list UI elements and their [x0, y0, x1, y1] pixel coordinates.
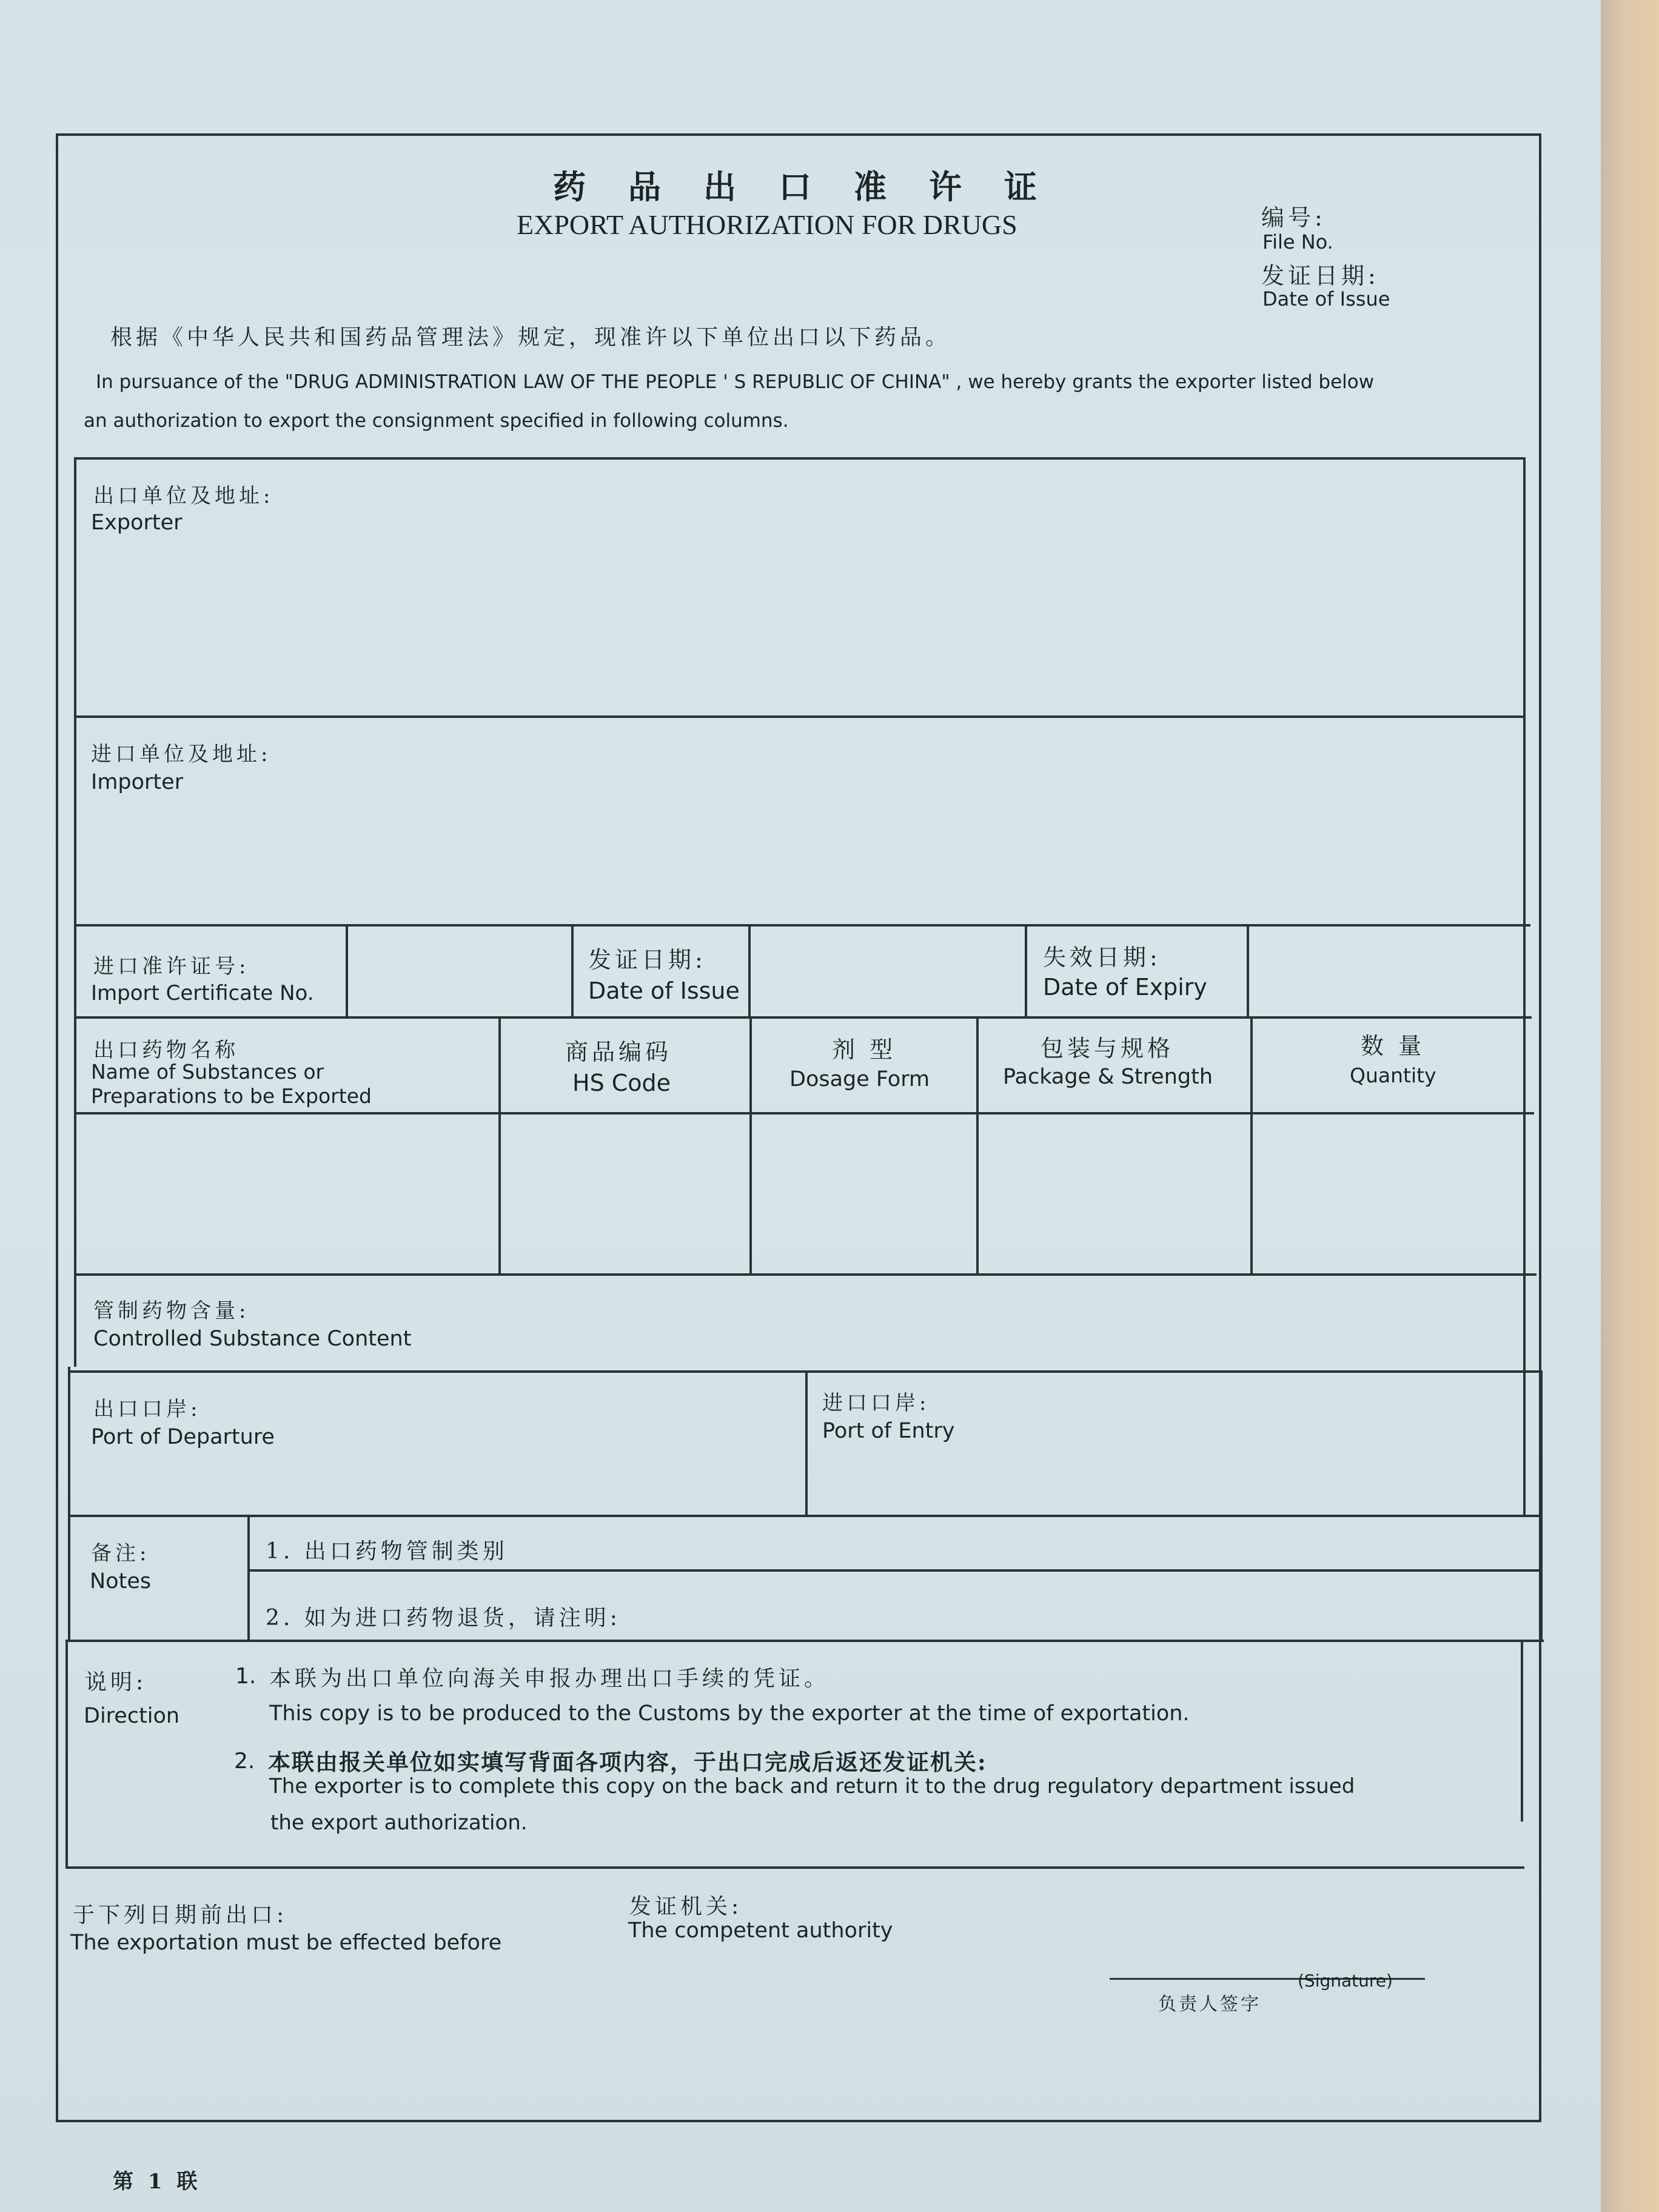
direction-item1-number: 1.	[235, 1664, 256, 1689]
notes-label-en: Notes	[90, 1569, 152, 1594]
grid-line	[74, 1112, 1534, 1114]
package-strength-field[interactable]	[981, 1117, 1247, 1270]
dosage-label-en: Dosage Form	[789, 1067, 930, 1091]
departure-label-en: Port of Departure	[91, 1425, 275, 1449]
preamble-english-line1: In pursuance of the "DRUG ADMINISTRATION LAW OF THE PEOPLE ' S REPUBLIC OF CHINA" , we hereby grants the exporter listed below	[96, 371, 1375, 393]
preamble-english-line2: an authorization to export the consignment specified in following columns.	[84, 410, 789, 432]
direction-item2-en-line2: the export authorization.	[270, 1811, 528, 1835]
direction-item1-zh: 本联为出口单位向海关申报办理出口手续的凭证。	[269, 1666, 830, 1691]
issue-date-label-en: Date of Issue	[1262, 287, 1390, 310]
preamble-chinese: 根据《中华人民共和国药品管理法》规定，现准许以下单位出口以下药品。	[110, 325, 951, 350]
exporter-label-en: Exporter	[91, 511, 183, 535]
notes-label-zh: 备注:	[91, 1541, 150, 1566]
substance-label-en-line2: Preparations to be Exported	[91, 1084, 372, 1108]
note-item-1: 1. 出口药物管制类别	[266, 1539, 508, 1564]
grid-line	[65, 1866, 1524, 1869]
exporter-label-zh: 出口单位及地址:	[93, 484, 274, 508]
departure-label-zh: 出口口岸:	[93, 1397, 201, 1421]
direction-item2-number: 2.	[234, 1749, 255, 1774]
importer-field[interactable]	[79, 803, 1516, 918]
grid-line	[65, 1640, 68, 1868]
controlled-label-zh: 管制药物含量:	[93, 1299, 250, 1323]
grid-line	[1025, 925, 1027, 1017]
import-cert-field[interactable]	[350, 929, 568, 1013]
date-expiry-field[interactable]	[1252, 929, 1520, 1013]
authority-label-en: The competent authority	[628, 1919, 893, 1943]
form-title-english: EXPORT AUTHORIZATION FOR DRUGS	[517, 209, 1017, 240]
importer-label-en: Importer	[91, 770, 184, 794]
date-expiry-label-en: Date of Expiry	[1043, 974, 1207, 1000]
direction-label-zh: 说明:	[85, 1670, 147, 1695]
import-cert-label-zh: 进口准许证号:	[93, 954, 250, 979]
date-expiry-label-zh: 失效日期:	[1043, 944, 1161, 971]
quantity-field[interactable]	[1255, 1117, 1520, 1270]
grid-line	[805, 1370, 808, 1516]
import-cert-label-en: Import Certificate No.	[91, 981, 314, 1005]
entry-label-zh: 进口口岸:	[822, 1391, 930, 1415]
grid-line	[247, 1515, 250, 1640]
issue-date-label-zh: 发证日期:	[1261, 263, 1379, 289]
grid-line	[74, 457, 76, 1367]
direction-item1-en: This copy is to be produced to the Customs by the exporter at the time of exportation.	[269, 1701, 1190, 1726]
quantity-label-en: Quantity	[1350, 1064, 1436, 1087]
date-issue-label-en: Date of Issue	[588, 977, 740, 1004]
grid-line	[1521, 1640, 1523, 1822]
desk-background	[1601, 0, 1659, 2212]
quantity-label-zh: 数 量	[1361, 1033, 1426, 1059]
grid-line	[1250, 1016, 1253, 1273]
date-issue-label-zh: 发证日期:	[588, 947, 706, 973]
copy-number: 第 1 联	[113, 2170, 201, 2194]
controlled-label-en: Controlled Substance Content	[93, 1327, 412, 1351]
substance-label-zh: 出口药物名称	[93, 1038, 239, 1062]
substance-name-field[interactable]	[79, 1117, 495, 1270]
grid-line	[748, 925, 751, 1017]
importer-label-zh: 进口单位及地址:	[91, 742, 272, 766]
grid-line	[74, 924, 1530, 927]
date-issue-field[interactable]	[753, 929, 1021, 1013]
grid-line	[74, 1273, 1537, 1276]
grid-line	[1540, 1370, 1543, 1640]
hs-code-field[interactable]	[503, 1117, 746, 1270]
note-item-2: 2. 如为进口药物退货，请注明:	[266, 1606, 621, 1631]
grid-line	[346, 925, 348, 1017]
hs-code-label-zh: 商品编码	[565, 1039, 672, 1065]
file-no-label-en: File No.	[1262, 230, 1333, 253]
entry-label-en: Port of Entry	[822, 1419, 955, 1443]
grid-line	[65, 1640, 1544, 1642]
substance-label-en-line1: Name of Substances or	[91, 1060, 324, 1084]
grid-line	[571, 925, 574, 1017]
export-before-label-en: The exportation must be effected before	[70, 1931, 502, 1955]
grid-line	[74, 1016, 1532, 1019]
signature-label-en: (Signature)	[1298, 1971, 1393, 1991]
form-title-chinese: 药品出口准许证	[553, 167, 1079, 206]
direction-item2-en-line1: The exporter is to complete this copy on the back and return it to the drug regulatory department issued	[269, 1774, 1355, 1798]
grid-line	[976, 1016, 979, 1273]
direction-item2-zh: 本联由报关单位如实填写背面各项内容，于出口完成后返还发证机关:	[268, 1749, 987, 1775]
port-entry-field[interactable]	[813, 1452, 1534, 1511]
hs-code-label-en: HS Code	[572, 1070, 671, 1096]
grid-line	[749, 1016, 752, 1273]
grid-line	[74, 457, 1524, 460]
export-before-label-zh: 于下列日期前出口:	[73, 1903, 288, 1928]
dosage-form-field[interactable]	[754, 1117, 973, 1270]
grid-line	[74, 716, 1526, 718]
grid-line	[498, 1016, 501, 1273]
signature-label-zh: 负责人签字	[1158, 1994, 1261, 2015]
package-label-en: Package & Strength	[1003, 1065, 1213, 1089]
port-departure-field[interactable]	[79, 1458, 800, 1511]
package-label-zh: 包装与规格	[1041, 1035, 1175, 1062]
authority-label-zh: 发证机关:	[629, 1894, 743, 1919]
grid-line	[1247, 925, 1249, 1017]
grid-line	[68, 1367, 70, 1640]
controlled-content-field[interactable]	[497, 1279, 1528, 1364]
exporter-field[interactable]	[79, 546, 1516, 709]
file-no-label-zh: 编号:	[1261, 204, 1326, 231]
grid-line	[247, 1569, 1543, 1572]
direction-label-en: Direction	[84, 1704, 180, 1728]
dosage-label-zh: 剂 型	[832, 1036, 897, 1063]
